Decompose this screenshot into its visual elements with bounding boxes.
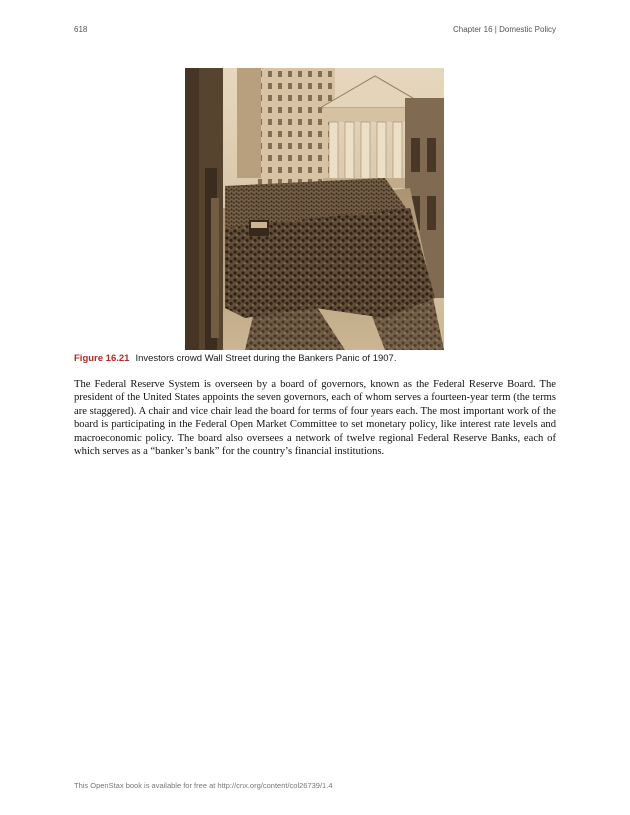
body-paragraph: The Federal Reserve System is overseen by a board of governors, known as the Federal Reserve Board. The president of the United States appoints the seven governors, each of whom serves a fourteen-year term (the terms are staggered). A chair and vice chair lead the board for terms of four years each. The most important work of the board is participating in the Federal Open Market Committee to set monetary policy, like interest rate levels and macroeconomic policy. The board also oversees a network of twelve regional Federal Reserve Banks, each of which serves as a “banker’s bank” for the country’s financial institutions. [74, 379, 556, 458]
wall-street-photo [185, 68, 444, 350]
footer-note: This OpenStax book is available for free at http://cnx.org/content/col26739/1.4 [74, 781, 333, 790]
page-number: 618 [74, 25, 88, 34]
running-header: Chapter 16 | Domestic Policy [452, 25, 556, 34]
figure-caption [74, 352, 556, 365]
figure-label: Figure 16.21 [74, 353, 130, 364]
figure-caption-text: Investors crowd Wall Street during the Bankers Panic of 1907. [135, 353, 397, 364]
